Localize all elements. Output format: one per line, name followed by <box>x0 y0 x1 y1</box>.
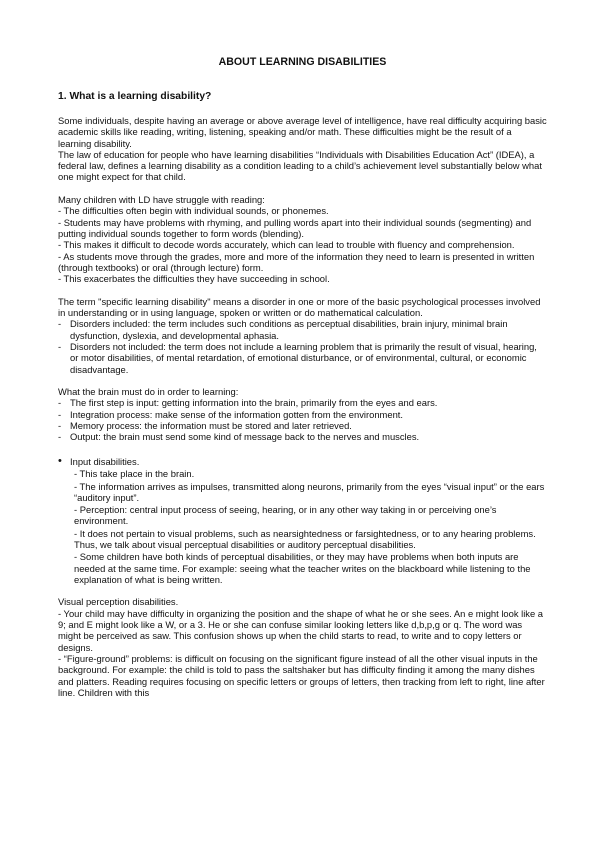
visual-item: - “Figure-ground” problems: is difficult on focusing on the significant figure instead of all the other visual inputs in the background. For example: the child is told to pass the saltshaker but has difficulty finding it among the many dishes and platters. Reading requires focusing on specific letters or groups of letters, then tracking from left to right, line after line. Children with this <box>58 652 545 698</box>
input-item: - It does not pertain to visual problems, such as nearsightedness or farsightedness, or to any hearing problems. Thus, we talk about visual perceptual disabilities or auditory perceptual disabilities. <box>74 527 536 550</box>
input-item: - Perception: central input process of seeing, hearing, or in any other way taking in or perceiving one’s environment. <box>74 504 497 527</box>
visual-item: - Your child may have difficulty in organizing the position and the shape of what he or she sees. An e might look like a 9; and E might look like a W, or a 3. He or she can confuse similar looking letters like d,b,p,g or q. The word was might be perceived as saw. This confusion shows up when the child starts to read, to write and to copy letters or designs. <box>58 607 544 653</box>
reading-lead: Many children with LD have struggle with reading: <box>58 194 265 206</box>
input-item: - The information arrives as impulses, transmitted along neurons, primarily from the eyes “visual input” or the ears “auditory input”. <box>74 480 545 503</box>
list-item: - Output: the brain must send some kind of message back to the nerves and muscles. <box>58 431 420 443</box>
list-item: - Disorders included: the term includes such conditions as perceptual disabilities, brain injury, minimal brain dysfunction, dyslexia, and developmental aphasia. <box>58 318 508 341</box>
intro-paragraph: The law of education for people who have learning disabilities “Individuals with Disabilities Education Act” (IDEA), a federal law, defines a learning disability as a condition leading to a child’s achievement level substantially below what one might expect for that child. <box>58 148 542 183</box>
term-paragraph: The term "specific learning disability" means a disorder in one or more of the basic psychological processes involved in understanding or in using language, spoken or written or do mathematical calculation. <box>58 295 541 319</box>
reading-item: - This exacerbates the difficulties they have succeeding in school. <box>58 273 330 285</box>
list-item: - Integration process: make sense of the information gotten from the environment. <box>58 408 403 420</box>
intro-paragraph: Some individuals, despite having an average or above average level of intelligence, have real difficulty acquiring basic academic skills like reading, writing, listening, speaking and/or math. These difficulties might be the result of a learning disability. <box>58 115 547 149</box>
list-item: - Memory process: the information must be stored and later retrieved. <box>58 420 352 432</box>
input-item: - This take place in the brain. <box>74 468 195 480</box>
brain-list <box>58 397 547 442</box>
input-item: - Some children have both kinds of perceptual disabilities, or they may have problems when both inputs are needed at the same time. For example: seeing what the teacher writes on the blackboard while listening to the explanation of what is being written. <box>74 551 531 585</box>
reading-item: - The difficulties often begin with individual sounds, or phonemes. <box>58 205 329 217</box>
term-list <box>58 318 547 374</box>
reading-item: - As students move through the grades, more and more of the information they need to learn is presented in written (through textbooks) or oral (through lecture) form. <box>58 250 535 273</box>
visual-heading: Visual perception disabilities. <box>58 596 179 608</box>
brain-lead: What the brain must do in order to learning: <box>58 386 239 398</box>
list-item: - The first step is input: getting information into the brain, primarily from the eyes and ears. <box>58 397 438 409</box>
reading-item: - Students may have problems with rhyming, and pulling words apart into their individual sounds (segmenting) and putting individual sounds together to form words (blending). <box>58 216 532 239</box>
input-heading: Input disabilities. <box>70 455 140 467</box>
document-title: ABOUT LEARNING DISABILITIES <box>218 56 387 68</box>
bullet-icon: • <box>58 454 62 467</box>
reading-item: - This makes it difficult to decode words accurately, which can lead to trouble with fluency and comprehension. <box>58 239 515 251</box>
section-heading: 1. What is a learning disability? <box>58 91 212 102</box>
list-item: - Disorders not included: the term does not include a learning problem that is primarily the result of visual, hearing, or motor disabilities, of mental retardation, of emotional disturbance, or of environmental, cultural, or economic disadvantage. <box>58 340 537 375</box>
input-disabilities-block <box>58 456 547 585</box>
